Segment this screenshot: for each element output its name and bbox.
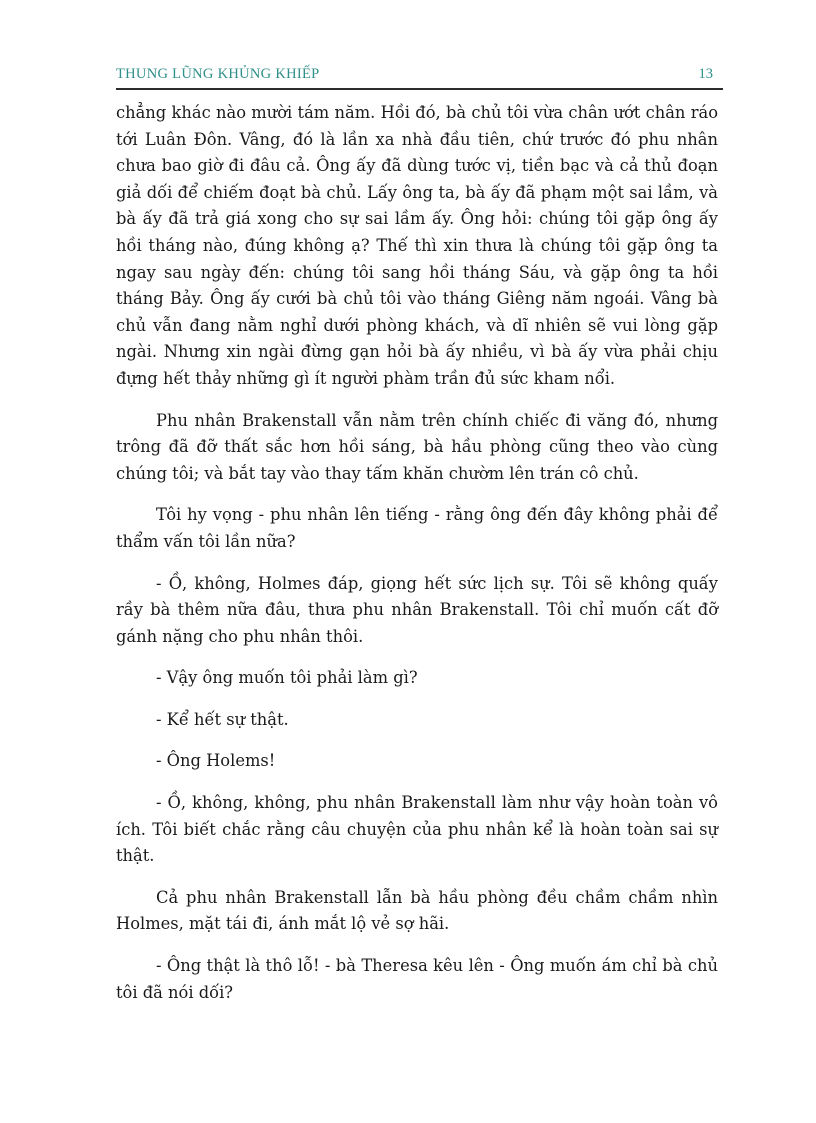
body-text bbox=[116, 100, 718, 1021]
paragraph: - Vậy ông muốn tôi phải làm gì? bbox=[156, 668, 418, 688]
paragraph: Phu nhân Brakenstall vẫn nằm trên chính chiếc đi văng đó, nhưng trông đã đỡ thất sắc hơn hồi sáng, bà hầu phòng cũng theo vào cùng chúng tôi; và bắt tay vào thay tấm khăn chườm lên trán cô chủ. bbox=[116, 410, 718, 483]
running-title: THUNG LŨNG KHỦNG KHIẾP bbox=[116, 66, 320, 82]
paragraph: Tôi hy vọng - phu nhân lên tiếng - rằng ông đến đây không phải để thẩm vấn tôi lần nữa? bbox=[116, 505, 718, 551]
running-header bbox=[116, 60, 723, 90]
paragraph: - Ông thật là thô lỗ! - bà Theresa kêu lên - Ông muốn ám chỉ bà chủ tôi đã nói dối? bbox=[116, 956, 718, 1002]
paragraph: - Kể hết sự thật. bbox=[156, 709, 289, 729]
page-number: 13 bbox=[698, 66, 713, 82]
paragraph: chẳng khác nào mười tám năm. Hồi đó, bà chủ tôi vừa chân ướt chân ráo tới Luân Đôn. Vâng, đó là lần xa nhà đầu tiên, chứ trước đó phu nhân chưa bao giờ đi đâu cả. Ông ấy đã dùng tước vị, tiền bạc và cả thủ đoạn giả dối để chiếm đoạt bà chủ. Lấy ông ta, bà ấy đã phạm một sai lầm, và bà ấy đã trả giá xong cho sự sai lầm ấy. Ông hỏi: chúng tôi gặp ông ấy hồi tháng nào, đúng không ạ? Thế thì xin thưa là chúng tôi gặp ông ta ngay sau ngày đến: chúng tôi sang hồi tháng Sáu, và gặp ông ta hồi tháng Bảy. Ông ấy cưới bà chủ tôi vào tháng Giêng năm ngoái. Vâng bà chủ vẫn đang nằm nghỉ dưới phòng khách, và dĩ nhiên sẽ vui lòng gặp ngài. Nhưng xin ngài đừng gạn hỏi bà ấy nhiều, vì bà ấy vừa phải chịu đựng hết thảy những gì ít người phàm trần đủ sức kham nổi. bbox=[116, 103, 718, 388]
paragraph: - Ông Holems! bbox=[156, 751, 276, 771]
paragraph: - Ồ, không, Holmes đáp, giọng hết sức lịch sự. Tôi sẽ không quấy rầy bà thêm nữa đâu, thưa phu nhân Brakenstall. Tôi chỉ muốn cất đỡ gánh nặng cho phu nhân thôi. bbox=[116, 573, 718, 646]
paragraph: - Ồ, không, không, phu nhân Brakenstall làm như vậy hoàn toàn vô ích. Tôi biết chắc rằng câu chuyện của phu nhân kể là hoàn toàn sai sự thật. bbox=[116, 793, 718, 866]
paragraph: Cả phu nhân Brakenstall lẫn bà hầu phòng đều chầm chầm nhìn Holmes, mặt tái đi, ánh mắt lộ vẻ sợ hãi. bbox=[116, 887, 718, 934]
